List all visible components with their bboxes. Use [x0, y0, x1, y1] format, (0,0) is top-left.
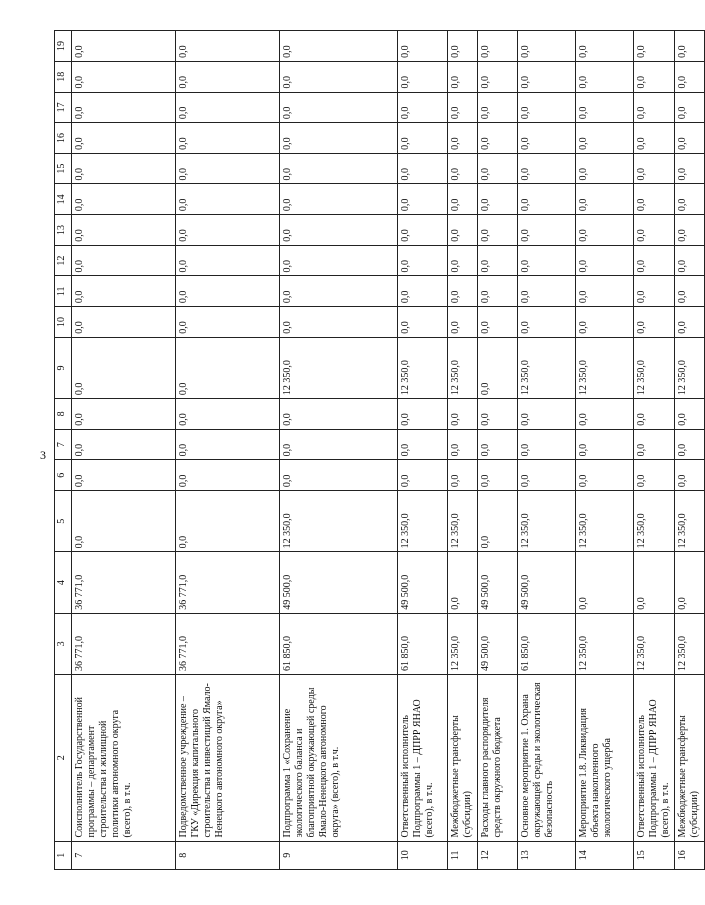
value-cell: 0,0 [398, 276, 448, 307]
value-cell: 0,0 [675, 123, 705, 154]
value-cell: 0,0 [675, 552, 705, 613]
value-cell: 0,0 [478, 153, 518, 184]
row-number-cell: 12 [478, 841, 518, 869]
value-cell: 0,0 [634, 276, 675, 307]
value-cell: 12 350,0 [518, 491, 576, 552]
value-cell: 0,0 [280, 399, 398, 430]
table-row [478, 31, 518, 870]
value-cell: 0,0 [634, 552, 675, 613]
value-cell: 12 350,0 [634, 337, 675, 398]
row-number-cell: 13 [518, 841, 576, 869]
value-cell: 0,0 [675, 153, 705, 184]
value-cell: 0,0 [72, 31, 176, 62]
value-cell: 0,0 [448, 245, 478, 276]
row-name-cell: Ответственный исполнитель Подпрограммы 1 – ДПРР ЯНАО (всего), в т.ч. [398, 675, 448, 841]
value-cell: 36 771,0 [72, 613, 176, 674]
table-row [634, 31, 675, 870]
value-cell: 0,0 [576, 245, 634, 276]
value-cell: 0,0 [448, 123, 478, 154]
value-cell: 0,0 [675, 215, 705, 246]
value-cell: 0,0 [398, 92, 448, 123]
column-header: 9 [55, 337, 72, 398]
row-name-cell: Подпрограмма 1 «Сохранение экологического баланса и благоприятной окружающей среды Ямало-Ненецкого автономного округа» (всего), в т.ч. [280, 675, 398, 841]
value-cell: 0,0 [478, 460, 518, 491]
value-cell: 0,0 [176, 245, 280, 276]
value-cell: 0,0 [634, 429, 675, 460]
value-cell: 0,0 [398, 399, 448, 430]
value-cell: 0,0 [518, 276, 576, 307]
value-cell: 0,0 [518, 153, 576, 184]
value-cell: 12 350,0 [280, 337, 398, 398]
column-header: 18 [55, 61, 72, 92]
value-cell: 0,0 [518, 460, 576, 491]
value-cell: 12 350,0 [675, 491, 705, 552]
value-cell: 0,0 [634, 184, 675, 215]
column-header: 11 [55, 276, 72, 307]
column-header: 19 [55, 31, 72, 62]
value-cell: 49 500,0 [518, 552, 576, 613]
column-header: 15 [55, 153, 72, 184]
value-cell: 0,0 [478, 429, 518, 460]
value-cell: 0,0 [634, 307, 675, 338]
column-header: 5 [55, 491, 72, 552]
value-cell: 0,0 [72, 491, 176, 552]
value-cell: 0,0 [280, 153, 398, 184]
value-cell: 12 350,0 [634, 613, 675, 674]
value-cell: 0,0 [518, 245, 576, 276]
value-cell: 61 850,0 [398, 613, 448, 674]
value-cell: 0,0 [634, 31, 675, 62]
value-cell: 0,0 [576, 123, 634, 154]
value-cell: 12 350,0 [518, 337, 576, 398]
row-name-cell: Мероприятие 1.8. Ликвидация объекта накопленного экологического ущерба [576, 675, 634, 841]
value-cell: 0,0 [448, 552, 478, 613]
value-cell: 12 350,0 [280, 491, 398, 552]
value-cell: 0,0 [448, 184, 478, 215]
budget-table [54, 30, 705, 870]
value-cell: 0,0 [675, 245, 705, 276]
column-header: 12 [55, 245, 72, 276]
row-name-cell: Межбюджетные трансферты (субсидии) [448, 675, 478, 841]
value-cell: 0,0 [280, 215, 398, 246]
value-cell: 0,0 [576, 31, 634, 62]
table-row [576, 31, 634, 870]
value-cell: 0,0 [448, 215, 478, 246]
column-header: 14 [55, 184, 72, 215]
value-cell: 0,0 [478, 491, 518, 552]
value-cell: 12 350,0 [675, 613, 705, 674]
value-cell: 0,0 [176, 215, 280, 246]
value-cell: 0,0 [176, 276, 280, 307]
column-header: 4 [55, 552, 72, 613]
value-cell: 0,0 [675, 429, 705, 460]
column-header: 13 [55, 215, 72, 246]
value-cell: 0,0 [518, 123, 576, 154]
row-name-cell: Межбюджетные трансферты (субсидии) [675, 675, 705, 841]
value-cell: 0,0 [478, 245, 518, 276]
value-cell: 12 350,0 [576, 337, 634, 398]
value-cell: 0,0 [478, 215, 518, 246]
value-cell: 61 850,0 [518, 613, 576, 674]
value-cell: 0,0 [518, 215, 576, 246]
value-cell: 49 500,0 [478, 613, 518, 674]
value-cell: 0,0 [176, 307, 280, 338]
value-cell: 0,0 [176, 337, 280, 398]
value-cell: 49 500,0 [478, 552, 518, 613]
value-cell: 0,0 [72, 123, 176, 154]
value-cell: 0,0 [398, 307, 448, 338]
value-cell: 0,0 [398, 215, 448, 246]
value-cell: 0,0 [176, 491, 280, 552]
value-cell: 0,0 [176, 429, 280, 460]
row-number-cell: 7 [72, 841, 176, 869]
column-header: 6 [55, 460, 72, 491]
column-header: 16 [55, 123, 72, 154]
value-cell: 0,0 [72, 460, 176, 491]
value-cell: 0,0 [280, 31, 398, 62]
value-cell: 0,0 [398, 31, 448, 62]
value-cell: 0,0 [398, 184, 448, 215]
value-cell: 0,0 [576, 92, 634, 123]
table-row [72, 31, 176, 870]
value-cell: 0,0 [72, 184, 176, 215]
value-cell: 12 350,0 [398, 337, 448, 398]
value-cell: 0,0 [448, 31, 478, 62]
value-cell: 0,0 [448, 92, 478, 123]
value-cell: 0,0 [675, 31, 705, 62]
row-number-cell: 16 [675, 841, 705, 869]
value-cell: 0,0 [448, 429, 478, 460]
value-cell: 0,0 [280, 245, 398, 276]
column-header: 17 [55, 92, 72, 123]
row-number-cell: 9 [280, 841, 398, 869]
value-cell: 0,0 [448, 307, 478, 338]
value-cell: 0,0 [280, 460, 398, 491]
value-cell: 0,0 [72, 92, 176, 123]
value-cell: 0,0 [176, 92, 280, 123]
value-cell: 0,0 [72, 276, 176, 307]
value-cell: 0,0 [176, 399, 280, 430]
value-cell: 0,0 [448, 460, 478, 491]
table-body [72, 31, 705, 870]
table-row [280, 31, 398, 870]
value-cell: 36 771,0 [176, 613, 280, 674]
value-cell: 12 350,0 [675, 337, 705, 398]
value-cell: 0,0 [398, 460, 448, 491]
value-cell: 0,0 [634, 61, 675, 92]
value-cell: 0,0 [72, 61, 176, 92]
value-cell: 0,0 [576, 429, 634, 460]
value-cell: 0,0 [478, 31, 518, 62]
row-number-cell: 10 [398, 841, 448, 869]
value-cell: 0,0 [448, 399, 478, 430]
value-cell: 0,0 [478, 337, 518, 398]
value-cell: 12 350,0 [634, 491, 675, 552]
value-cell: 12 350,0 [448, 491, 478, 552]
value-cell: 0,0 [280, 307, 398, 338]
value-cell: 36 771,0 [72, 552, 176, 613]
row-name-cell: Расходы главного распорядителя средств окружного бюджета [478, 675, 518, 841]
column-header: 8 [55, 399, 72, 430]
row-name-cell: Основное мероприятие 1. Охрана окружающей среды и экологическая безопасность [518, 675, 576, 841]
value-cell: 0,0 [675, 460, 705, 491]
value-cell: 0,0 [280, 92, 398, 123]
value-cell: 0,0 [72, 307, 176, 338]
value-cell: 0,0 [518, 31, 576, 62]
value-cell: 0,0 [576, 184, 634, 215]
value-cell: 12 350,0 [398, 491, 448, 552]
column-header: 1 [55, 841, 72, 869]
row-name-cell: Подведомственное учреждение – ГКУ «Дирекция капитального строительства и инвестиций Ямало-Ненецкого автономного округа» [176, 675, 280, 841]
value-cell: 0,0 [576, 153, 634, 184]
value-cell: 0,0 [72, 215, 176, 246]
header-row [55, 31, 72, 870]
value-cell: 0,0 [448, 276, 478, 307]
row-name-cell: Ответственный исполнитель Подпрограммы 1 – ДПРР ЯНАО (всего), в т.ч. [634, 675, 675, 841]
value-cell: 0,0 [634, 153, 675, 184]
value-cell: 0,0 [72, 429, 176, 460]
value-cell: 61 850,0 [280, 613, 398, 674]
value-cell: 36 771,0 [176, 552, 280, 613]
value-cell: 12 350,0 [576, 491, 634, 552]
value-cell: 0,0 [518, 429, 576, 460]
value-cell: 0,0 [675, 276, 705, 307]
row-number-cell: 14 [576, 841, 634, 869]
value-cell: 0,0 [576, 276, 634, 307]
column-header: 7 [55, 429, 72, 460]
column-header: 10 [55, 307, 72, 338]
value-cell: 0,0 [518, 184, 576, 215]
value-cell: 0,0 [478, 184, 518, 215]
row-name-cell: Соисполнитель Государственной программы – департамент строительства и жилищной политики автономного округа (всего), в т.ч. [72, 675, 176, 841]
value-cell: 12 350,0 [448, 613, 478, 674]
value-cell: 0,0 [398, 153, 448, 184]
value-cell: 0,0 [448, 61, 478, 92]
value-cell: 0,0 [675, 399, 705, 430]
value-cell: 0,0 [280, 123, 398, 154]
value-cell: 12 350,0 [448, 337, 478, 398]
value-cell: 0,0 [398, 61, 448, 92]
value-cell: 0,0 [280, 429, 398, 460]
value-cell: 0,0 [478, 399, 518, 430]
value-cell: 0,0 [448, 153, 478, 184]
value-cell: 0,0 [280, 184, 398, 215]
column-header: 3 [55, 613, 72, 674]
value-cell: 0,0 [634, 245, 675, 276]
value-cell: 0,0 [176, 460, 280, 491]
value-cell: 0,0 [478, 123, 518, 154]
value-cell: 0,0 [634, 460, 675, 491]
table-row [518, 31, 576, 870]
value-cell: 0,0 [634, 123, 675, 154]
rotated-table-container [54, 30, 700, 870]
value-cell: 0,0 [576, 307, 634, 338]
value-cell: 0,0 [176, 31, 280, 62]
column-header: 2 [55, 675, 72, 841]
value-cell: 0,0 [176, 153, 280, 184]
value-cell: 49 500,0 [280, 552, 398, 613]
value-cell: 0,0 [634, 399, 675, 430]
table-row [176, 31, 280, 870]
value-cell: 0,0 [280, 276, 398, 307]
value-cell: 0,0 [398, 245, 448, 276]
value-cell: 0,0 [576, 61, 634, 92]
table-row [675, 31, 705, 870]
value-cell: 0,0 [478, 92, 518, 123]
value-cell: 0,0 [518, 92, 576, 123]
value-cell: 0,0 [478, 276, 518, 307]
value-cell: 0,0 [675, 61, 705, 92]
value-cell: 0,0 [72, 337, 176, 398]
value-cell: 0,0 [478, 61, 518, 92]
value-cell: 0,0 [576, 460, 634, 491]
table-row [398, 31, 448, 870]
row-number-cell: 8 [176, 841, 280, 869]
value-cell: 12 350,0 [576, 613, 634, 674]
value-cell: 0,0 [176, 61, 280, 92]
value-cell: 0,0 [176, 184, 280, 215]
value-cell: 0,0 [398, 123, 448, 154]
value-cell: 0,0 [72, 153, 176, 184]
row-number-cell: 11 [448, 841, 478, 869]
value-cell: 0,0 [518, 307, 576, 338]
value-cell: 0,0 [576, 215, 634, 246]
value-cell: 0,0 [576, 399, 634, 430]
value-cell: 0,0 [398, 429, 448, 460]
value-cell: 0,0 [518, 61, 576, 92]
value-cell: 0,0 [478, 307, 518, 338]
value-cell: 49 500,0 [398, 552, 448, 613]
value-cell: 0,0 [675, 184, 705, 215]
value-cell: 0,0 [675, 92, 705, 123]
value-cell: 0,0 [518, 399, 576, 430]
value-cell: 0,0 [675, 307, 705, 338]
value-cell: 0,0 [634, 92, 675, 123]
value-cell: 0,0 [280, 61, 398, 92]
value-cell: 0,0 [634, 215, 675, 246]
value-cell: 0,0 [72, 245, 176, 276]
value-cell: 0,0 [176, 123, 280, 154]
value-cell: 0,0 [576, 552, 634, 613]
table-row [448, 31, 478, 870]
page-number: 3 [40, 448, 46, 462]
value-cell: 0,0 [72, 399, 176, 430]
row-number-cell: 15 [634, 841, 675, 869]
